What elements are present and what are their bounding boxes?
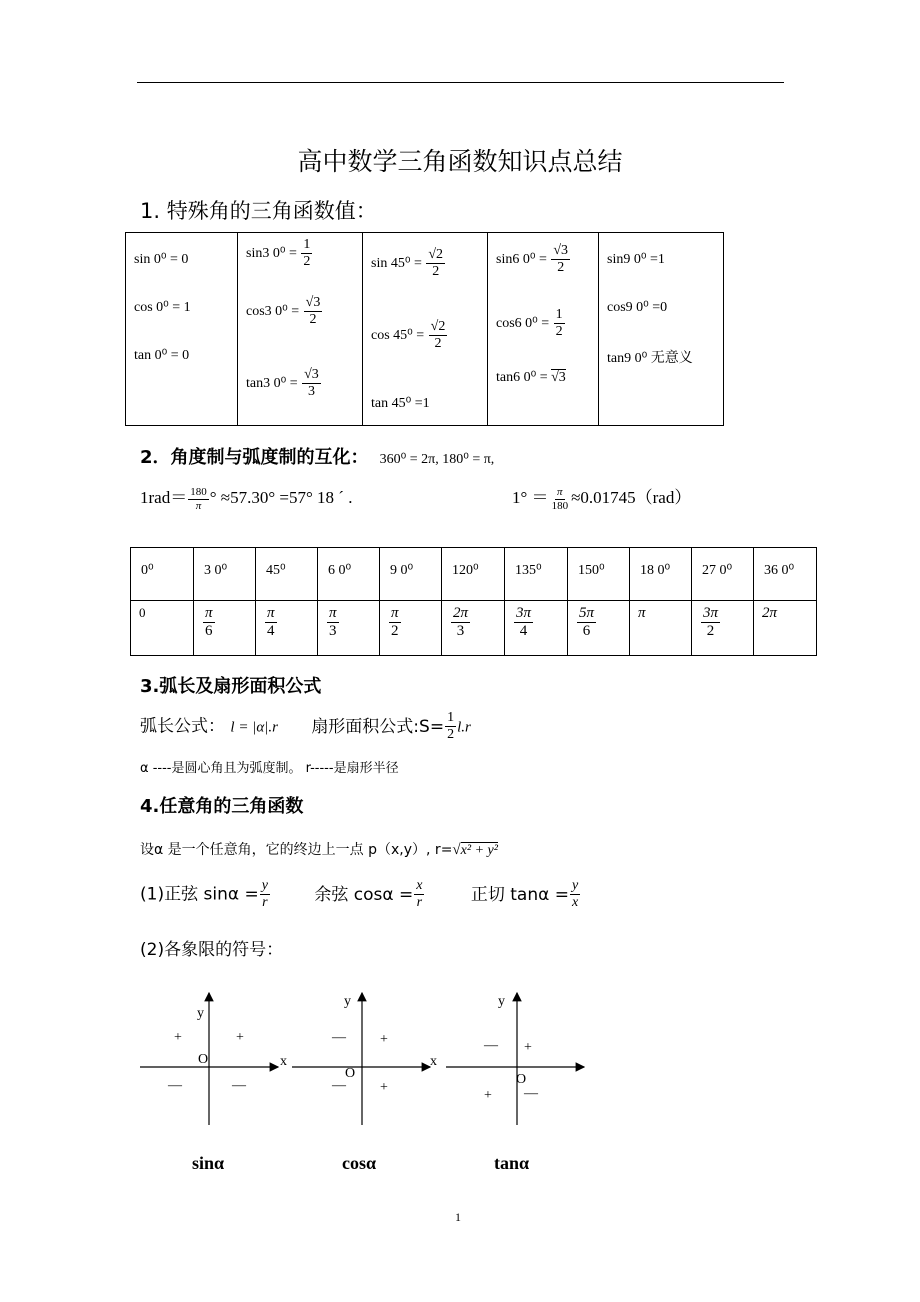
- radian-cell: [692, 601, 754, 656]
- radian-cell: [630, 601, 692, 656]
- rad-frac-num: 180: [190, 485, 207, 498]
- tan-y-label: y: [498, 994, 505, 1009]
- degree-value: 27 0⁰: [702, 563, 733, 578]
- cos-q1-sign: +: [380, 1032, 388, 1047]
- quadrant-heading: (2)各象限的符号：: [140, 940, 284, 960]
- sin-30-num: 1: [301, 237, 312, 254]
- sin-chart-label: sinα: [192, 1153, 225, 1173]
- rad-left: 1rad＝: [140, 488, 188, 507]
- tan-q3-sign: +: [484, 1088, 492, 1103]
- sin-q1-sign: +: [236, 1030, 244, 1045]
- tangent-den: x: [571, 895, 579, 911]
- radian-num: 2π: [451, 605, 470, 623]
- rad-right: ° ≈57.30° =57° 18 ´ .: [209, 488, 353, 507]
- tan-30-den: 3: [307, 384, 315, 400]
- section-4-heading: 4.任意角的三角函数: [140, 796, 304, 817]
- degree-cell: [380, 548, 442, 601]
- quadrant-diagrams: [130, 985, 600, 1130]
- rad-conversion: [140, 483, 352, 512]
- degree-value: 18 0⁰: [640, 563, 671, 578]
- sin-60-label: sin6 0⁰ =: [496, 251, 547, 267]
- sine-num: y: [260, 878, 270, 895]
- sine-den: r: [262, 895, 268, 911]
- degree-radian-table: [130, 547, 817, 656]
- radian-value: 0: [139, 605, 146, 620]
- tan-0: tan 0⁰ = 0: [134, 348, 190, 363]
- sin-origin-label: O: [198, 1052, 209, 1067]
- cos-q3-sign: —: [332, 1078, 346, 1093]
- degree-row: [131, 548, 817, 601]
- degree-value: 45⁰: [266, 563, 286, 578]
- radian-cell: [194, 601, 256, 656]
- sin-90: sin9 0⁰ =1: [607, 252, 665, 267]
- tan-q1-sign: +: [524, 1040, 532, 1055]
- col-45-deg: [363, 233, 488, 426]
- cos-q2-sign: —: [332, 1030, 346, 1045]
- sin-60-den: 2: [557, 260, 565, 276]
- cos-45-den: 2: [434, 336, 442, 352]
- deg-right: ≈0.01745（rad）: [571, 488, 692, 507]
- section-3-heading: 3.弧长及扇形面积公式: [140, 676, 322, 697]
- radian-num: 3π: [514, 605, 533, 623]
- cosine-num: x: [414, 878, 424, 895]
- sector-area-num: 1: [445, 710, 456, 727]
- sin-q2-sign: +: [174, 1030, 182, 1045]
- tan-q2-sign: —: [484, 1038, 498, 1053]
- cos-q4-sign: +: [380, 1080, 388, 1095]
- sin-45-num: √2: [426, 247, 445, 264]
- special-angle-table: [125, 232, 724, 426]
- degree-value: 3 0⁰: [204, 563, 228, 578]
- degree-cell: [568, 548, 630, 601]
- sin-0: sin 0⁰ = 0: [134, 252, 189, 267]
- radian-cell: [442, 601, 505, 656]
- sin-45-label: sin 45⁰ =: [371, 255, 422, 271]
- col-30-deg: [238, 233, 363, 426]
- sine-label: (1)正弦 sinα =: [140, 884, 259, 905]
- radian-den: 3: [456, 623, 465, 640]
- deg-conversion: [512, 483, 691, 512]
- degree-value: 6 0⁰: [328, 563, 352, 578]
- degree-cell: [505, 548, 568, 601]
- radian-num: 5π: [577, 605, 596, 623]
- degree-cell: [318, 548, 380, 601]
- tan-quadrant-chart: [446, 993, 584, 1125]
- sin-q4-sign: —: [232, 1078, 246, 1093]
- tan-60-value: √3: [551, 370, 566, 385]
- cosine-label: 余弦 cosα =: [314, 884, 414, 905]
- section-2-heading: 2．角度制与弧度制的互化：: [140, 447, 369, 468]
- sin-60-num: √3: [551, 243, 570, 260]
- sin-q3-sign: —: [168, 1078, 182, 1093]
- tan-origin-label: O: [516, 1072, 527, 1087]
- sector-area-tail: l.r: [457, 719, 471, 736]
- radian-value: 2π: [762, 605, 778, 621]
- radian-den: 4: [267, 623, 275, 640]
- deg-rad-formula: 360⁰ = 2π, 180⁰ = π,: [379, 452, 495, 467]
- tan-45: tan 45⁰ =1: [371, 396, 430, 411]
- radian-num: π: [389, 605, 401, 623]
- degree-value: 120⁰: [452, 563, 479, 578]
- cos-y-label: y: [344, 994, 351, 1009]
- radian-den: 6: [205, 623, 213, 640]
- radian-num: π: [327, 605, 339, 623]
- radian-cell: [131, 601, 194, 656]
- cos-30-label: cos3 0⁰ =: [246, 303, 300, 319]
- degree-cell: [256, 548, 318, 601]
- rad-frac-den: π: [195, 499, 202, 512]
- sin-30-label: sin3 0⁰ =: [246, 245, 297, 261]
- radian-num: 3π: [701, 605, 720, 623]
- radian-num: π: [203, 605, 215, 623]
- cos-60-den: 2: [555, 324, 563, 340]
- radian-num: π: [265, 605, 277, 623]
- sin-30-den: 2: [303, 254, 311, 270]
- arc-length-label: 弧长公式：: [140, 716, 225, 737]
- radian-row: [131, 601, 817, 656]
- tan-30-num: √3: [302, 367, 321, 384]
- col-90-deg: [599, 233, 724, 426]
- deg-left: 1° ＝: [512, 488, 549, 507]
- cos-45-label: cos 45⁰ =: [371, 327, 425, 343]
- sector-area-den: 2: [447, 727, 455, 743]
- cos-30-num: √3: [304, 295, 323, 312]
- degree-value: 135⁰: [515, 563, 542, 578]
- radian-den: 3: [329, 623, 337, 640]
- page-number: 1: [455, 1210, 461, 1224]
- tan-30-label: tan3 0⁰ =: [246, 375, 298, 391]
- deg-frac-num: π: [557, 485, 563, 498]
- degree-value: 36 0⁰: [764, 563, 795, 578]
- degree-value: 150⁰: [578, 563, 605, 578]
- sin-45-den: 2: [432, 264, 440, 280]
- cosine-den: r: [416, 895, 423, 911]
- radian-den: 2: [391, 623, 399, 640]
- tan-chart-label: tanα: [494, 1153, 530, 1173]
- cos-origin-label: O: [345, 1066, 356, 1081]
- header-rule: [137, 82, 784, 83]
- tangent-num: y: [570, 878, 580, 895]
- radian-cell: [318, 601, 380, 656]
- radian-cell: [380, 601, 442, 656]
- radian-cell: [754, 601, 817, 656]
- cos-x-label: x: [430, 1054, 437, 1069]
- col-0-deg: [126, 233, 238, 426]
- sin-y-label: y: [197, 1006, 204, 1021]
- sector-area-label: 扇形面积公式:S=: [311, 716, 445, 737]
- cos-chart-label: cosα: [342, 1153, 377, 1173]
- radian-cell: [505, 601, 568, 656]
- tan-q4-sign: —: [524, 1086, 538, 1101]
- degree-value: 9 0⁰: [390, 563, 414, 578]
- deg-frac-den: 180: [551, 499, 569, 512]
- radian-cell: [256, 601, 318, 656]
- degree-cell: [754, 548, 817, 601]
- degree-cell: [692, 548, 754, 601]
- cos-quadrant-chart: [292, 993, 437, 1125]
- col-60-deg: [488, 233, 599, 426]
- radian-den: 6: [582, 623, 591, 640]
- radius-expression: x² + y²: [460, 843, 498, 858]
- tan-60-label: tan6 0⁰ =: [496, 370, 548, 385]
- degree-cell: [442, 548, 505, 601]
- sin-quadrant-chart: [140, 993, 287, 1125]
- degree-cell: [630, 548, 692, 601]
- radian-value: π: [638, 605, 646, 621]
- cos-60-num: 1: [554, 307, 565, 324]
- arc-note: α ----是圆心角且为弧度制。 r-----是扇形半径: [140, 761, 399, 776]
- cos-90: cos9 0⁰ =0: [607, 300, 668, 315]
- arc-length-formula: l = |α|.r: [230, 719, 278, 736]
- degree-cell: [131, 548, 194, 601]
- radian-den: 4: [519, 623, 528, 640]
- section-1-heading: 1. 特殊角的三角函数值：: [140, 199, 377, 223]
- tangent-label: 正切 tanα =: [470, 884, 569, 905]
- sin-x-label: x: [280, 1054, 287, 1069]
- degree-value: 0⁰: [141, 563, 154, 578]
- any-angle-intro: 设α 是一个任意角，它的终边上一点 p（x,y）, r=: [140, 842, 453, 858]
- cos-45-num: √2: [429, 319, 448, 336]
- radian-cell: [568, 601, 630, 656]
- cos-30-den: 2: [309, 312, 317, 328]
- cos-60-label: cos6 0⁰ =: [496, 315, 550, 331]
- page-title: 高中数学三角函数知识点总结: [297, 147, 623, 176]
- radian-den: 2: [706, 623, 715, 640]
- degree-cell: [194, 548, 256, 601]
- tan-90: tan9 0⁰ 无意义: [607, 351, 693, 366]
- cos-0: cos 0⁰ = 1: [134, 300, 191, 315]
